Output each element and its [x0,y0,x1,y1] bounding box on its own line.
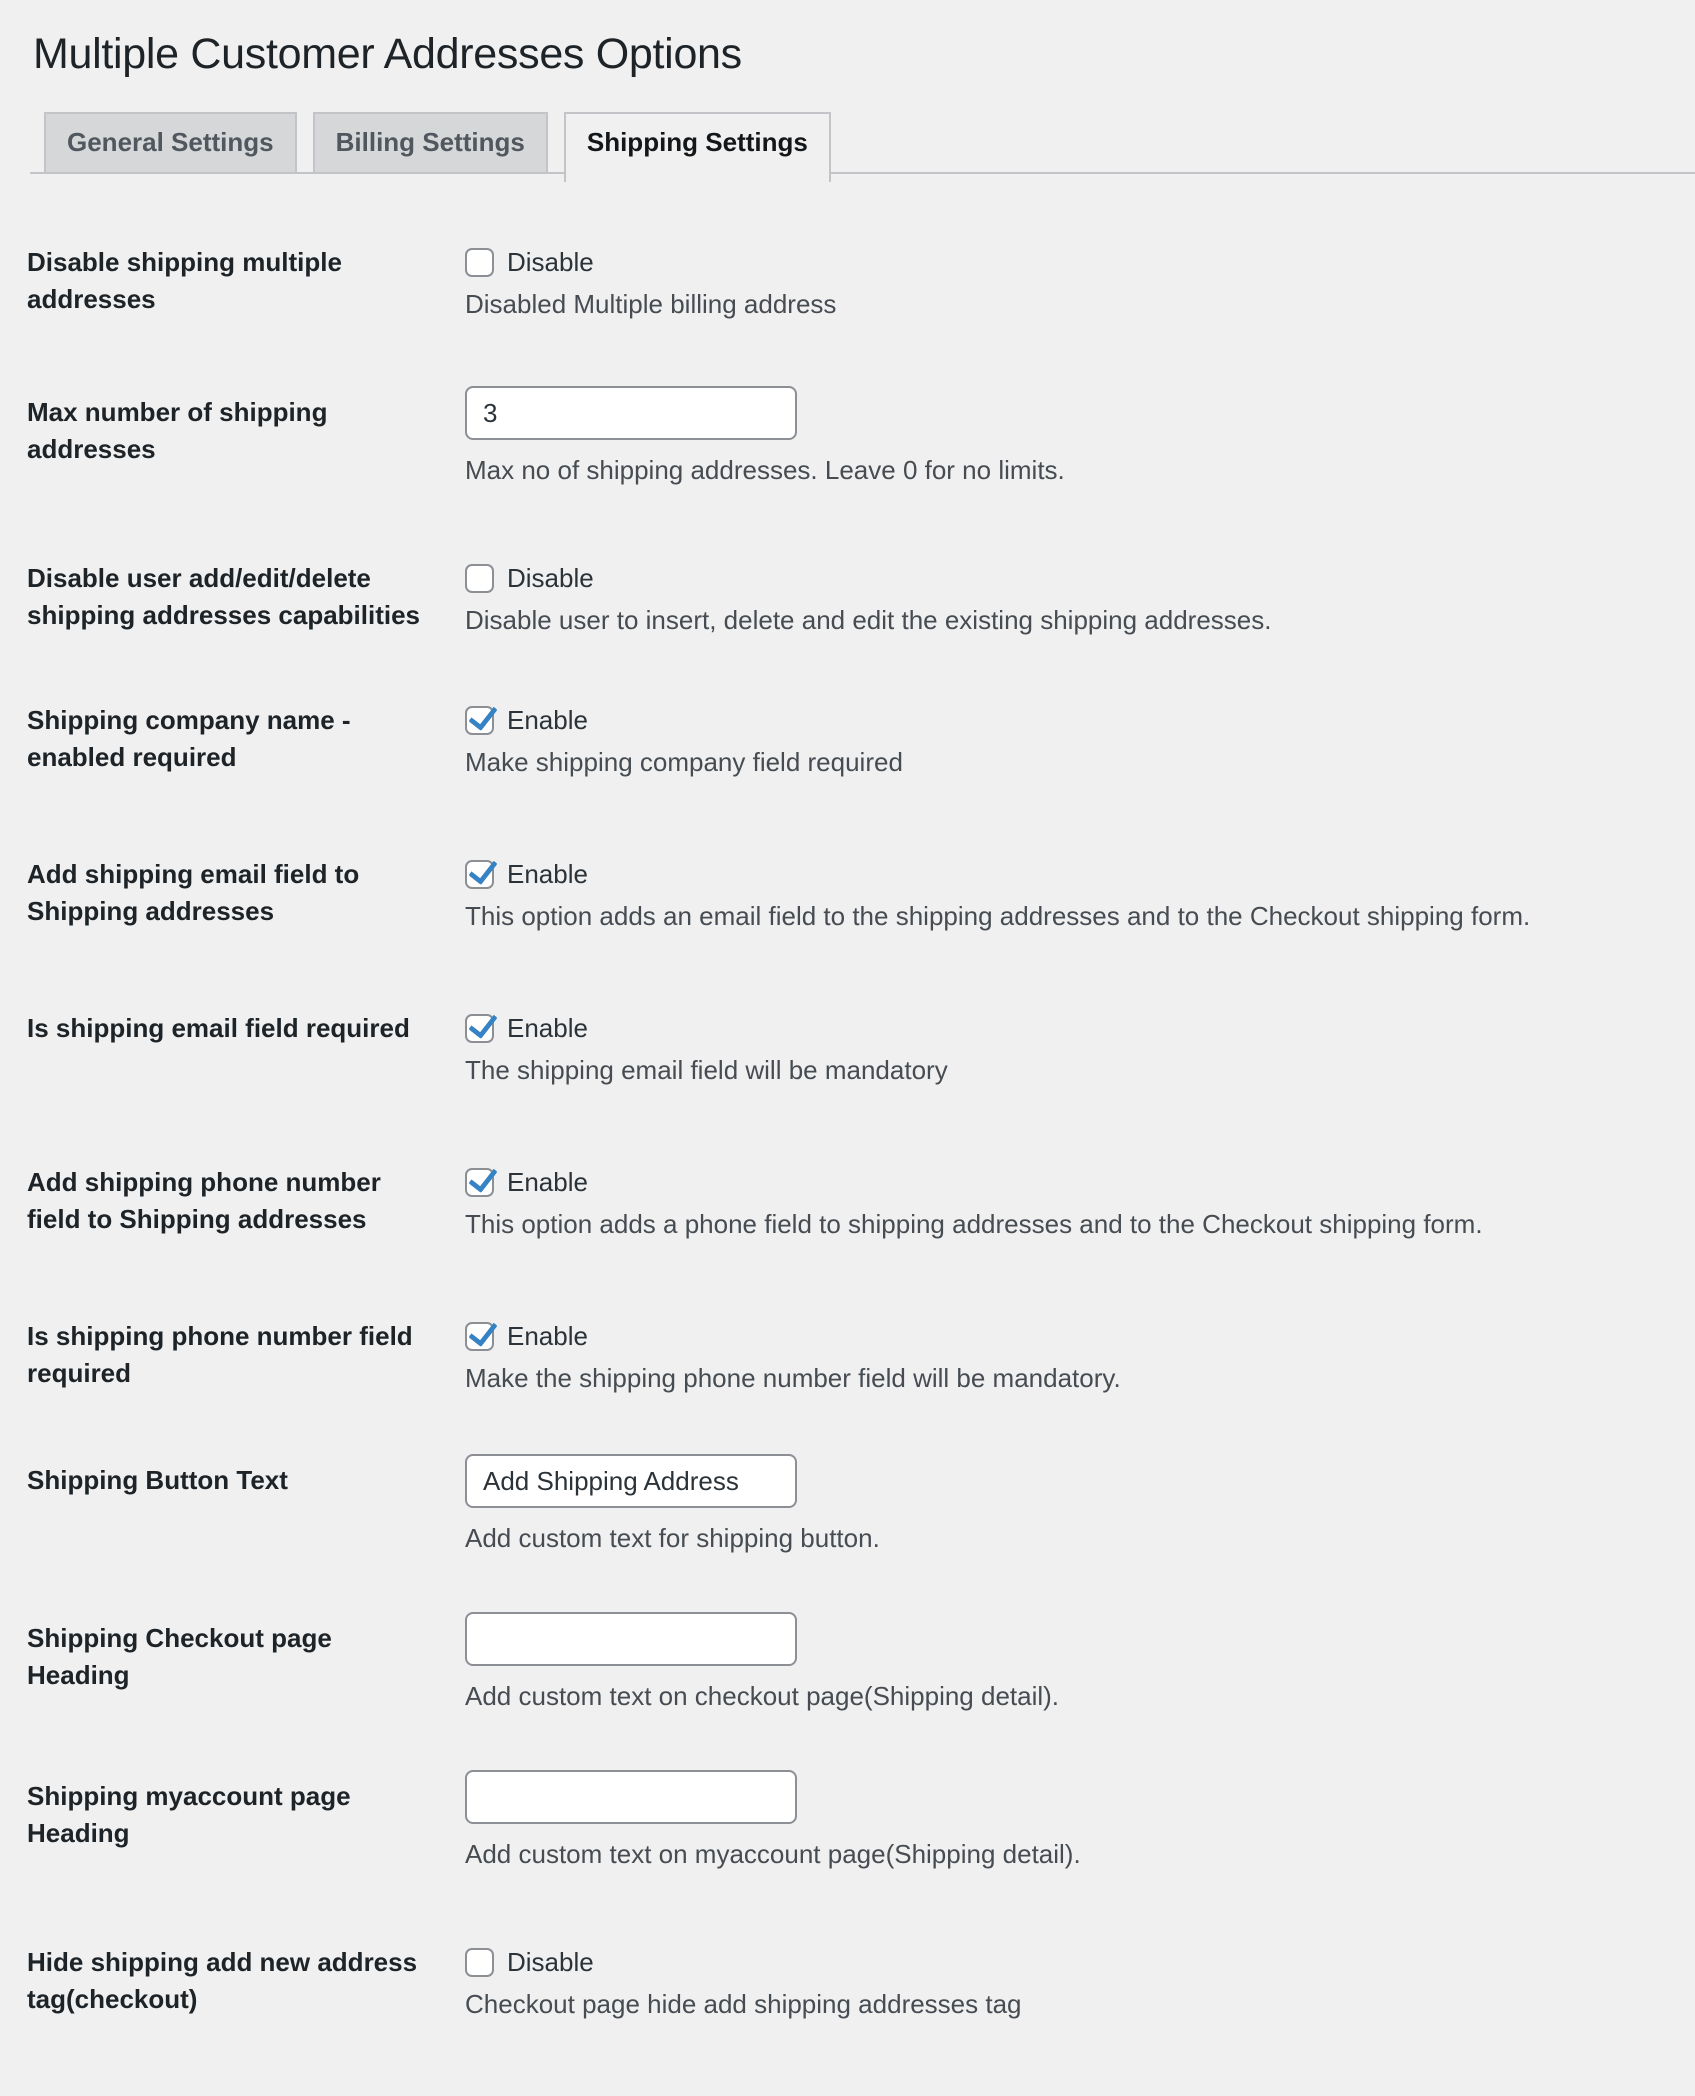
row-company-name-required [27,702,1695,780]
phone-required-checkbox[interactable] [465,1322,494,1351]
checkbox-label[interactable]: Enable [507,1320,588,1351]
page-title: Multiple Customer Addresses Options [33,30,742,78]
email-required-checkbox[interactable] [465,1014,494,1043]
field-description: This option adds an email field to the shipping addresses and to the Checkout shipping form. [465,901,1531,931]
tab-bar [30,112,1695,174]
field-label: Add shipping email field to Shipping addresses [27,859,360,926]
checkbox-label[interactable]: Enable [507,858,588,889]
shipping-settings-form [27,244,1695,2022]
checkout-heading-input[interactable] [465,1612,797,1666]
tab-general-settings[interactable]: General Settings [44,112,297,174]
row-myaccount-page-heading [27,1770,1695,1872]
max-addresses-input[interactable] [465,386,797,440]
field-label: Max number of shipping addresses [27,397,328,464]
row-add-shipping-email [27,856,1695,934]
disable-multiple-checkbox[interactable] [465,248,494,277]
field-description: This option adds a phone field to shipping addresses and to the Checkout shipping form. [465,1209,1483,1239]
tab-billing-settings[interactable]: Billing Settings [313,112,548,174]
myaccount-heading-input[interactable] [465,1770,797,1824]
tab-shipping-settings[interactable]: Shipping Settings [564,112,831,182]
disable-capabilities-checkbox[interactable] [465,564,494,593]
field-description: Add custom text for shipping button. [465,1523,880,1553]
field-label: Add shipping phone number field to Shipping addresses [27,1167,381,1234]
field-label: Shipping company name - enabled required [27,705,351,772]
row-add-shipping-phone [27,1164,1695,1242]
field-description: Make the shipping phone number field will be mandatory. [465,1363,1121,1393]
field-description: Disabled Multiple billing address [465,289,837,319]
field-description: Add custom text on checkout page(Shipping detail). [465,1681,1060,1711]
field-description: Make shipping company field required [465,747,903,777]
checkbox-label[interactable]: Disable [507,1946,594,1977]
row-checkout-page-heading [27,1612,1695,1714]
field-description: Max no of shipping addresses. Leave 0 for no limits. [465,455,1065,485]
field-label: Shipping Checkout page Heading [27,1623,332,1690]
add-phone-checkbox[interactable] [465,1168,494,1197]
shipping-button-text-input[interactable] [465,1454,797,1508]
field-description: Add custom text on myaccount page(Shipping detail). [465,1839,1081,1869]
field-description: Disable user to insert, delete and edit the existing shipping addresses. [465,605,1272,635]
checkbox-label[interactable]: Enable [507,1166,588,1197]
row-phone-required [27,1318,1695,1396]
add-email-checkbox[interactable] [465,860,494,889]
hide-address-tag-checkbox[interactable] [465,1948,494,1977]
field-label: Is shipping phone number field required [27,1321,413,1388]
row-max-shipping-addresses [27,386,1695,488]
field-label: Disable shipping multiple addresses [27,247,342,314]
row-disable-shipping-multiple [27,244,1695,322]
checkbox-label[interactable]: Disable [507,246,594,277]
field-label: Shipping myaccount page Heading [27,1781,351,1848]
field-label: Shipping Button Text [27,1465,288,1495]
checkbox-label[interactable]: Disable [507,562,594,593]
row-shipping-button-text [27,1454,1695,1556]
row-hide-add-new-address-tag [27,1944,1695,2022]
field-description: Checkout page hide add shipping addresses tag [465,1989,1022,2019]
company-required-checkbox[interactable] [465,706,494,735]
field-label: Disable user add/edit/delete shipping addresses capabilities [27,563,421,630]
checkbox-label[interactable]: Enable [507,704,588,735]
checkbox-label[interactable]: Enable [507,1012,588,1043]
settings-page [0,27,1695,2096]
field-description: The shipping email field will be mandatory [465,1055,948,1085]
field-label: Hide shipping add new address tag(checkout) [27,1947,418,2014]
row-disable-user-capabilities [27,560,1695,638]
row-email-required [27,1010,1695,1088]
field-label: Is shipping email field required [27,1013,410,1043]
